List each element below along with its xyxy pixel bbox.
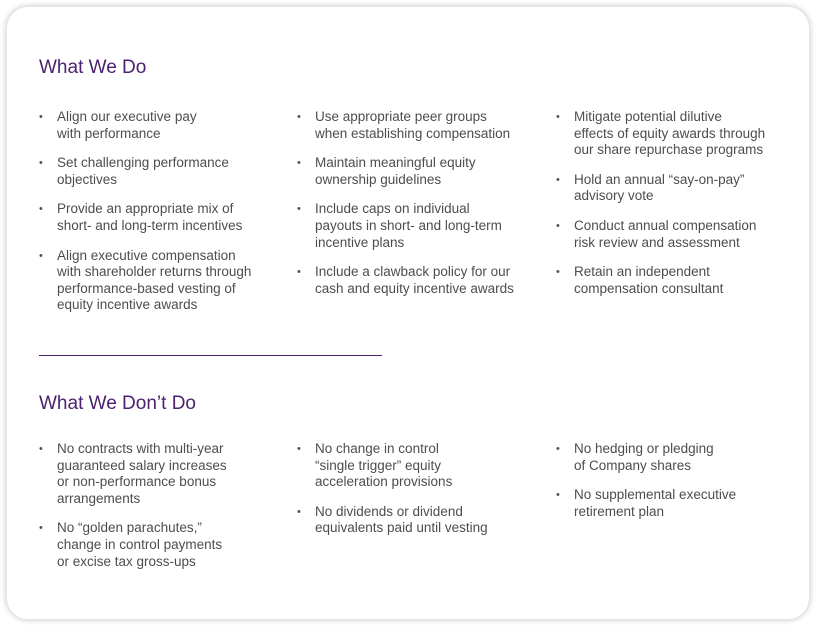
list-item: • Include a clawback policy for our cash and equity incentive awards [297,264,533,297]
what-we-do-column-2 [297,109,533,310]
list-item: • No change in control “single trigger” equity acceleration provisions [297,441,533,491]
section-divider [39,355,382,356]
what-we-dont-do-column-3 [556,441,792,533]
list-item: • Provide an appropriate mix of short- and long-term incentives [39,201,275,234]
list-item: • Align executive compensation with shareholder returns through performance-based vesting of equity incentive awards [39,248,275,314]
what-we-do-heading: What We Do [39,57,147,78]
policy-card [6,6,810,620]
what-we-dont-do-column-2 [297,441,533,550]
list-item: • Conduct annual compensation risk review and assessment [556,218,792,251]
list-item: • No supplemental executive retirement plan [556,487,792,520]
what-we-do-column-3 [556,109,792,310]
list-item: • Align our executive pay with performance [39,109,275,142]
what-we-dont-do-heading: What We Don’t Do [39,393,196,414]
list-item: • Mitigate potential dilutive effects of equity awards through our share repurchase programs [556,109,792,159]
list-item: • No hedging or pledging of Company shares [556,441,792,474]
what-we-dont-do-column-1 [39,441,275,583]
list-item: • Maintain meaningful equity ownership guidelines [297,155,533,188]
list-item: • Use appropriate peer groups when establishing compensation [297,109,533,142]
list-item: • Retain an independent compensation consultant [556,264,792,297]
list-item: • No “golden parachutes,” change in control payments or excise tax gross-ups [39,520,275,570]
list-item: • No contracts with multi-year guaranteed salary increases or non-performance bonus arrangements [39,441,275,507]
list-item: • No dividends or dividend equivalents paid until vesting [297,504,533,537]
list-item: • Set challenging performance objectives [39,155,275,188]
list-item: • Hold an annual “say-on-pay” advisory vote [556,172,792,205]
what-we-do-column-1 [39,109,275,327]
list-item: • Include caps on individual payouts in short- and long-term incentive plans [297,201,533,251]
